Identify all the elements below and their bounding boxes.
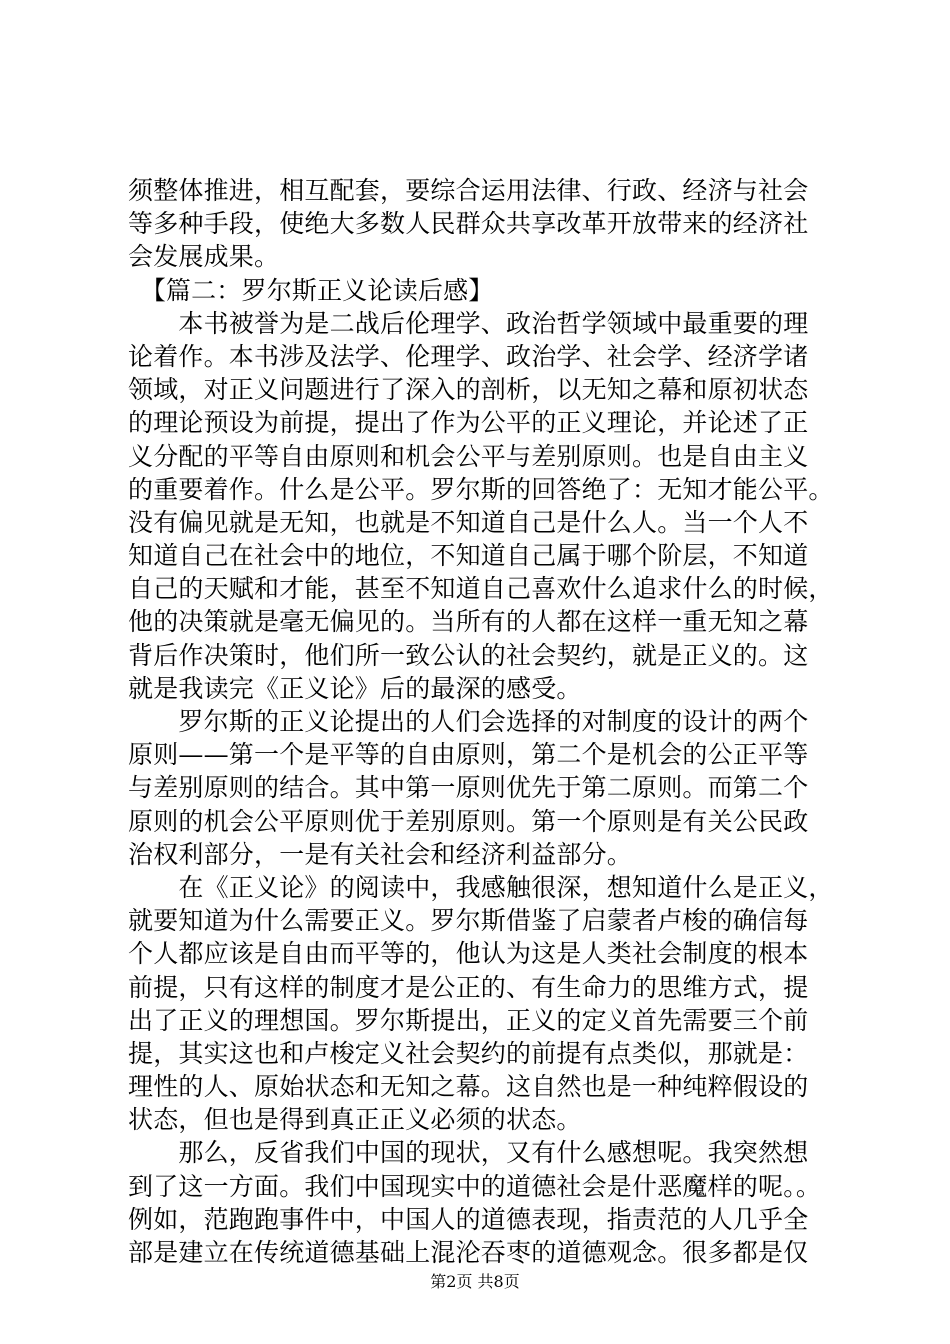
text-line: 没有偏见就是无知，也就是不知道自己是什么人。当一个人不 bbox=[128, 507, 809, 537]
text-line: 原则的机会公平原则优于差别原则。第一个原则是有关公民政 bbox=[128, 806, 809, 836]
text-line: 知道自己在社会中的地位，不知道自己属于哪个阶层，不知道 bbox=[128, 541, 809, 571]
text-line: 等多种手段，使绝大多数人民群众共享改革开放带来的经济社 bbox=[128, 209, 809, 239]
text-line: 会发展成果。 bbox=[128, 242, 280, 272]
text-line: 到了这一方面。我们中国现实中的道德社会是什恶魔样的呢。。 bbox=[128, 1171, 822, 1201]
text-line: 背后作决策时，他们所一致公认的社会契约，就是正义的。这 bbox=[128, 640, 809, 670]
text-line: 理性的人、原始状态和无知之幕。这自然也是一种纯粹假设的 bbox=[128, 1072, 809, 1102]
text-line: 【篇二：罗尔斯正义论读后感】 bbox=[128, 275, 494, 305]
text-line: 前提，只有这样的制度才是公正的、有生命力的思维方式，提 bbox=[128, 972, 809, 1002]
body-text bbox=[128, 174, 838, 1269]
page-footer: 第2页 共8页 bbox=[430, 1272, 520, 1291]
text-line: 个人都应该是自由而平等的，他认为这是人类社会制度的根本 bbox=[128, 939, 809, 969]
text-line: 在《正义论》的阅读中，我感触很深，想知道什么是正义， bbox=[128, 872, 834, 902]
text-line: 部是建立在传统道德基础上混沦吞枣的道德观念。很多都是仅 bbox=[128, 1238, 809, 1267]
text-line: 领域，对正义问题进行了深入的剖析，以无知之幕和原初状态 bbox=[128, 375, 809, 405]
text-line: 罗尔斯的正义论提出的人们会选择的对制度的设计的两个 bbox=[128, 707, 809, 736]
text-line: 论着作。本书涉及法学、伦理学、政治学、社会学、经济学诸 bbox=[128, 341, 809, 371]
text-line: 的理论预设为前提，提出了作为公平的正义理论，并论述了正 bbox=[128, 408, 809, 438]
text-line: 的重要着作。什么是公平。罗尔斯的回答绝了：无知才能公平。 bbox=[128, 474, 834, 504]
text-line: 自己的天赋和才能，甚至不知道自己喜欢什么追求什么的时候， bbox=[128, 574, 834, 604]
text-line: 治权利部分，一是有关社会和经济利益部分。 bbox=[128, 839, 633, 869]
text-line: 状态，但也是得到真正正义必须的状态。 bbox=[128, 1105, 582, 1135]
text-line: 就是我读完《正义论》后的最深的感受。 bbox=[128, 673, 582, 703]
text-line: 出了正义的理想国。罗尔斯提出，正义的定义首先需要三个前 bbox=[128, 1005, 809, 1035]
text-line: 本书被誉为是二战后伦理学、政治哲学领域中最重要的理 bbox=[128, 308, 809, 338]
text-line: 与差别原则的结合。其中第一原则优先于第二原则。而第二个 bbox=[128, 773, 809, 803]
text-line: 提，其实这也和卢梭定义社会契约的前提有点类似，那就是： bbox=[128, 1038, 809, 1068]
text-line: 义分配的平等自由原则和机会公平与差别原则。也是自由主义 bbox=[128, 441, 809, 471]
text-line: 须整体推进，相互配套，要综合运用法律、行政、经济与社会 bbox=[128, 176, 809, 205]
text-line: 原则——第一个是平等的自由原则，第二个是机会的公正平等 bbox=[128, 740, 809, 770]
text-line: 他的决策就是毫无偏见的。当所有的人都在这样一重无知之幕 bbox=[128, 607, 809, 637]
text-line: 例如，范跑跑事件中，中国人的道德表现，指责范的人几乎全 bbox=[128, 1204, 809, 1234]
text-line: 那么，反省我们中国的现状，又有什么感想呢。我突然想 bbox=[128, 1138, 809, 1168]
text-line: 就要知道为什么需要正义。罗尔斯借鉴了启蒙者卢梭的确信每 bbox=[128, 906, 809, 936]
